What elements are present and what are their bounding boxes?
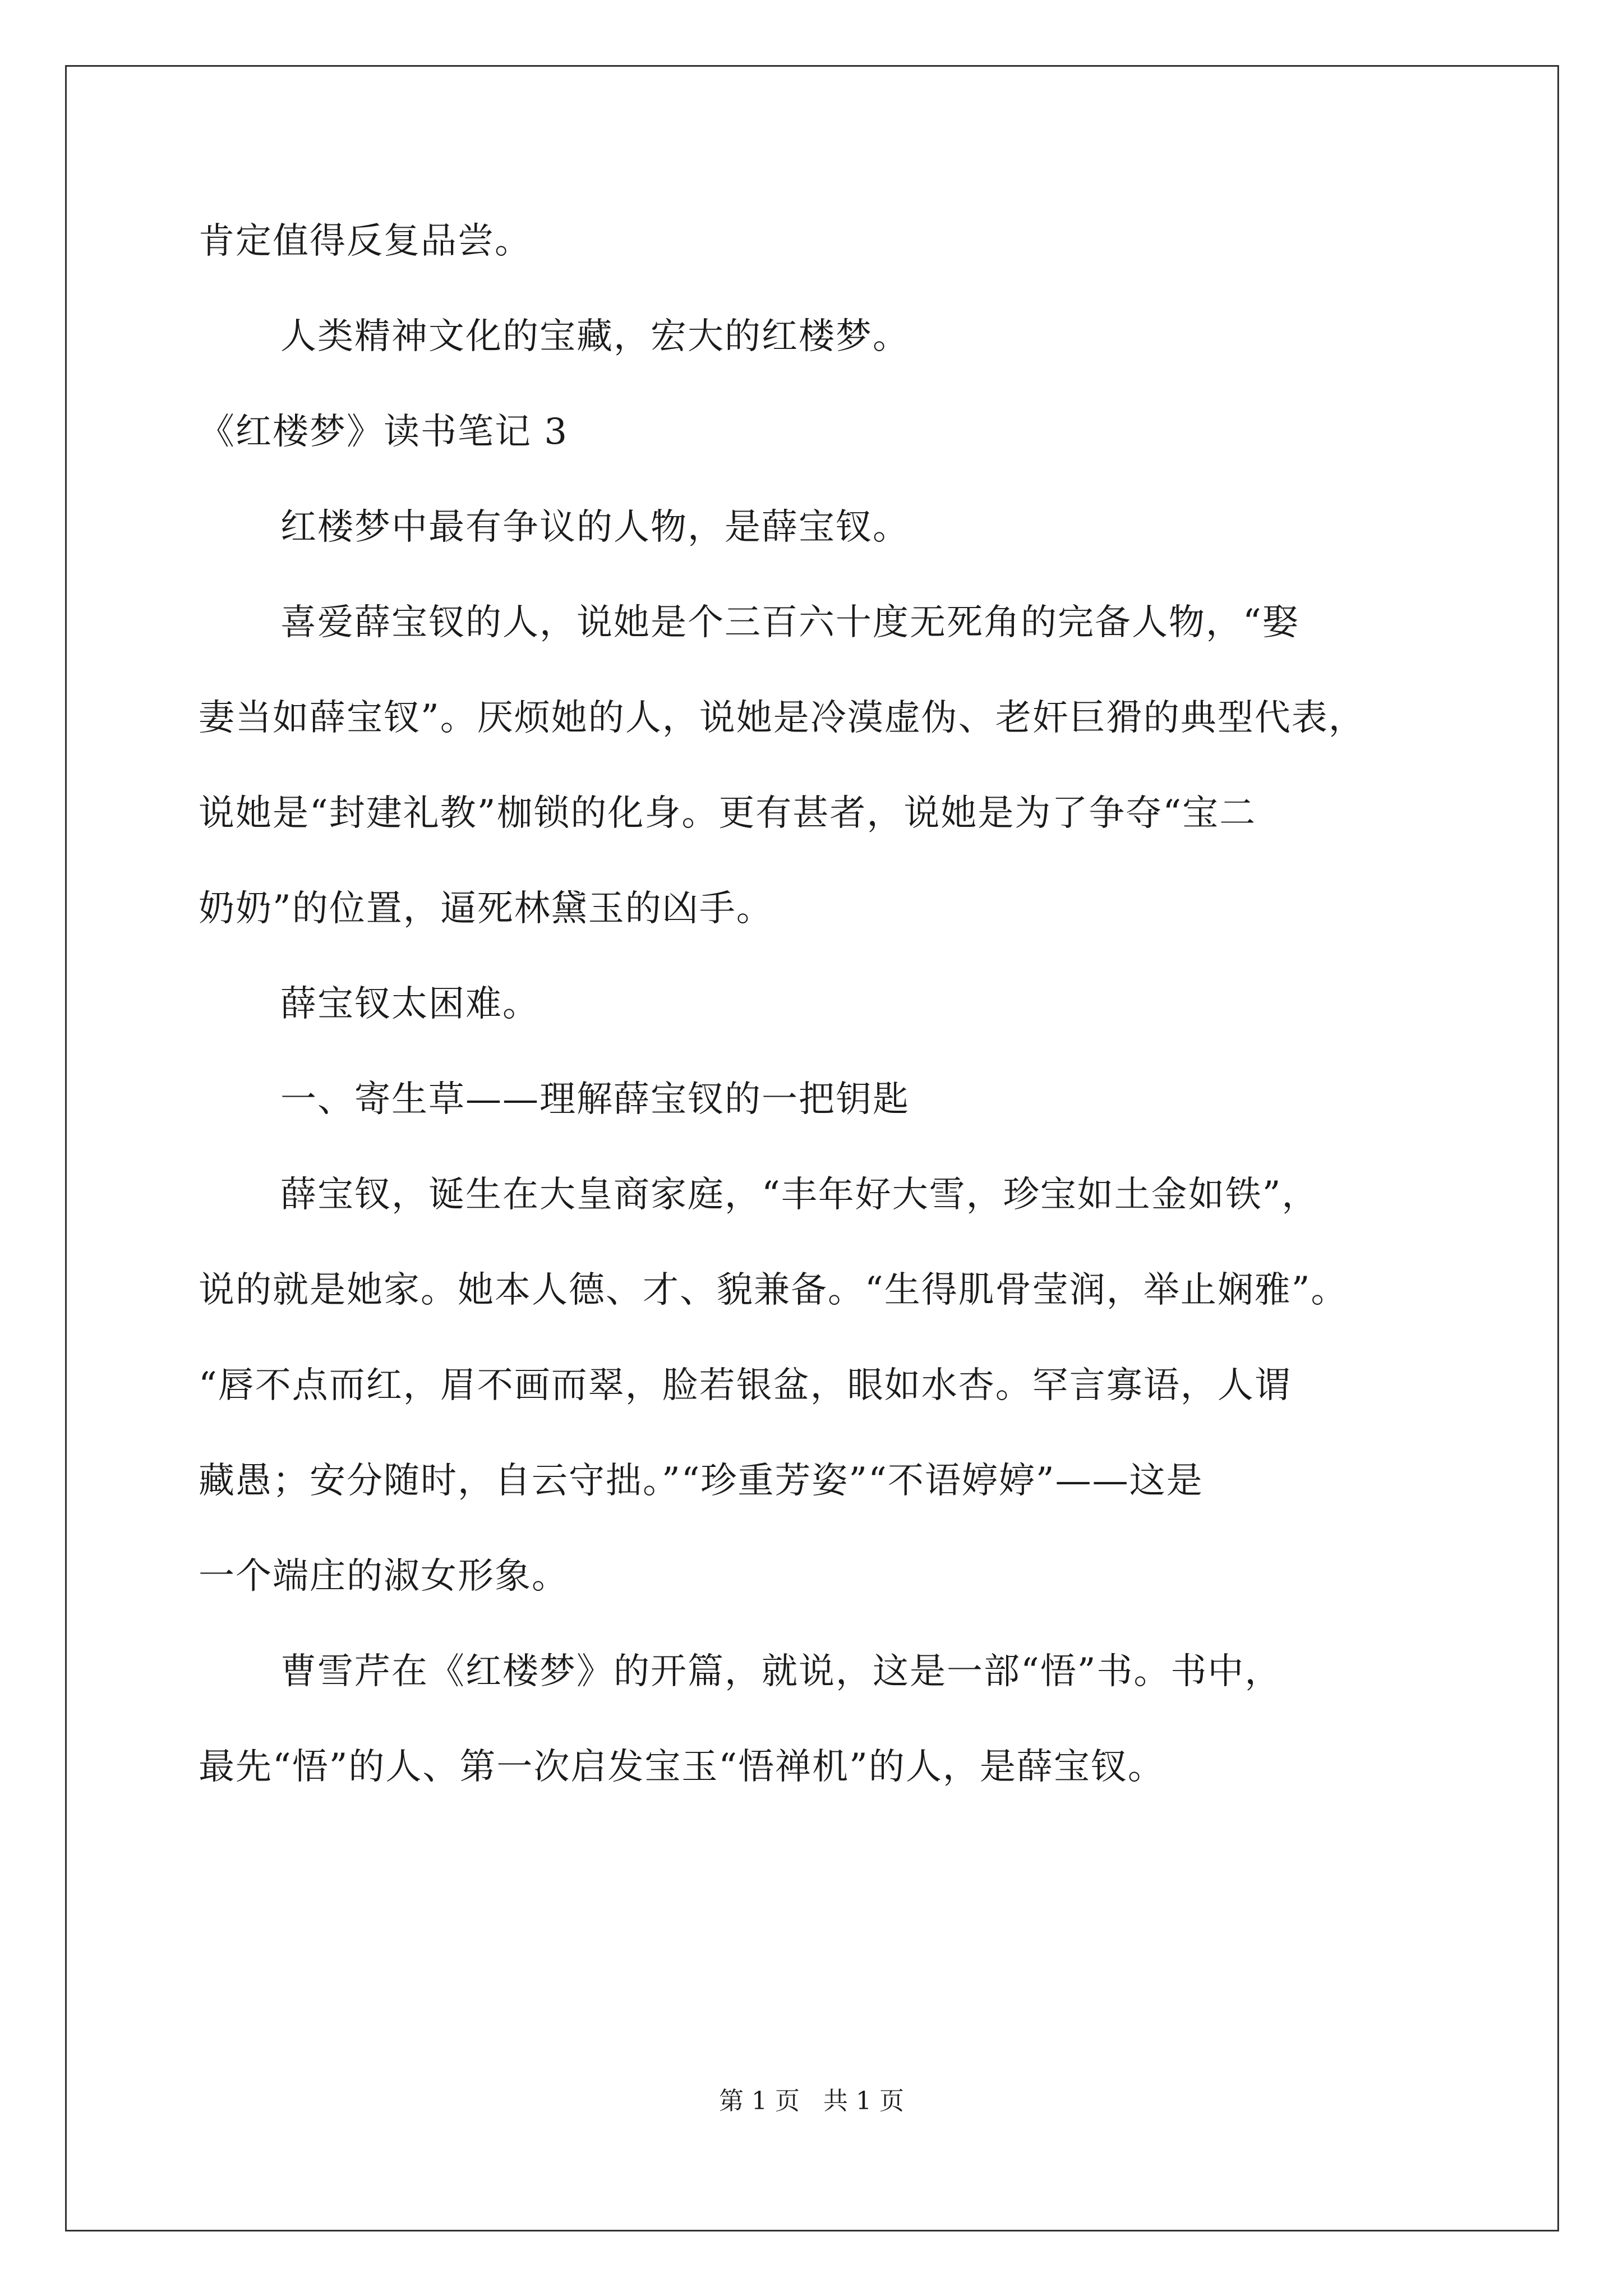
text-line: 藏愚；安分随时，自云守拙。”“珍重芳姿”“不语婷婷”——这是: [199, 1460, 1204, 1502]
text-line: 肯定值得反复品尝。: [199, 220, 532, 262]
page-number-footer: 第 1 页 共 1 页: [719, 2087, 904, 2115]
text-line: 曹雪芹在《红楼梦》的开篇，就说，这是一部“悟”书。书中，: [280, 1651, 1282, 1692]
text-line: 说的就是她家。她本人德、才、貌兼备。“生得肌骨莹润，举止娴雅”。: [199, 1269, 1348, 1311]
text-line: 最先“悟”的人、第一次启发宝玉“悟禅机”的人，是薛宝钗。: [199, 1746, 1165, 1788]
section-heading: 《红楼梦》读书笔记 3: [199, 411, 569, 453]
text-line: 红楼梦中最有争议的人物，是薛宝钗。: [280, 507, 910, 548]
text-line: 薛宝钗，诞生在大皇商家庭，“丰年好大雪，珍宝如土金如铁”，: [280, 1174, 1319, 1216]
subsection-heading: 一、寄生草——理解薛宝钗的一把钥匙: [280, 1079, 910, 1120]
text-line: 人类精神文化的宝藏，宏大的红楼梦。: [280, 316, 910, 357]
text-line: “唇不点而红，眉不画而翠，脸若银盆，眼如水杏。罕言寡语，人谓: [199, 1365, 1292, 1406]
text-line: 喜爱薛宝钗的人，说她是个三百六十度无死角的完备人物，“娶: [280, 602, 1299, 643]
page-border: [65, 65, 1559, 2231]
text-line: 一个端庄的淑女形象。: [199, 1556, 569, 1597]
text-line: 薛宝钗太困难。: [280, 983, 540, 1025]
text-line: 妻当如薛宝钗”。厌烦她的人，说她是冷漠虚伪、老奸巨猾的典型代表，: [199, 697, 1366, 739]
text-line: 奶奶”的位置，逼死林黛玉的凶手。: [199, 888, 773, 930]
text-line: 说她是“封建礼教”枷锁的化身。更有甚者，说她是为了争夺“宝二: [199, 793, 1257, 834]
